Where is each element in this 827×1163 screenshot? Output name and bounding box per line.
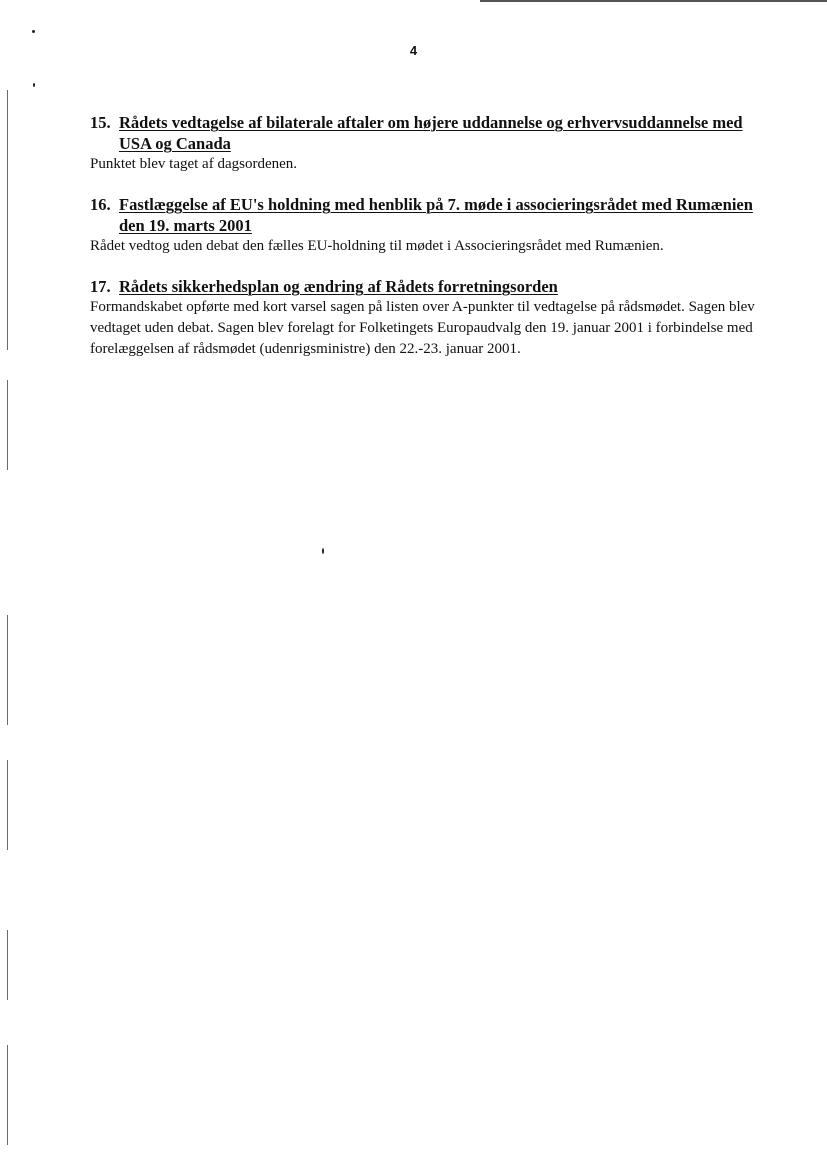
scan-edge-left bbox=[7, 1045, 8, 1145]
scan-speck bbox=[322, 548, 324, 554]
scan-edge-left bbox=[7, 380, 8, 470]
agenda-item-text: Punktet blev taget af dagsordenen. bbox=[90, 156, 298, 172]
scan-edge-left bbox=[7, 930, 8, 1000]
scan-edge-left bbox=[7, 90, 8, 350]
agenda-item-16 bbox=[90, 194, 770, 257]
scan-speck bbox=[33, 83, 35, 87]
agenda-item-number: 16. bbox=[90, 195, 111, 214]
agenda-item-text: Rådet vedtog uden debat den fælles EU-holdning til mødet i Associeringsrådet med Rumænien. bbox=[90, 238, 664, 254]
page-number: 4 bbox=[409, 43, 418, 58]
agenda-item-heading bbox=[90, 276, 770, 297]
agenda-item-title: Rådets sikkerhedsplan og ændring af Rådets forretningsorden bbox=[119, 277, 558, 296]
agenda-item-heading bbox=[90, 194, 770, 236]
agenda-item-title: Rådets vedtagelse af bilaterale aftaler om højere uddannelse og erhvervsuddannelse med USA og Canada bbox=[119, 113, 743, 153]
scan-edge-left bbox=[7, 760, 8, 850]
agenda-item-17 bbox=[90, 276, 770, 360]
agenda-item-15 bbox=[90, 112, 770, 175]
agenda-item-number: 15. bbox=[90, 113, 111, 132]
agenda-item-number: 17. bbox=[90, 277, 111, 296]
scan-speck bbox=[32, 30, 35, 33]
scan-edge-left bbox=[7, 615, 8, 725]
document-body bbox=[90, 112, 770, 379]
scan-edge-top bbox=[480, 0, 827, 2]
agenda-item-title: Fastlæggelse af EU's holdning med henblik på 7. møde i associeringsrådet med Rumænien den 19. marts 2001 bbox=[119, 195, 753, 235]
agenda-item-heading bbox=[90, 112, 770, 154]
agenda-item-text: Formandskabet opførte med kort varsel sagen på listen over A-punkter til vedtagelse på rådsmødet. Sagen blev vedtaget uden debat. Sagen blev forelagt for Folketingets Europaudvalg den 19. januar 2001 i forbindelse med forelæggelsen af rådsmødet (udenrigsministre) den 22.-23. januar 2001. bbox=[90, 299, 755, 357]
